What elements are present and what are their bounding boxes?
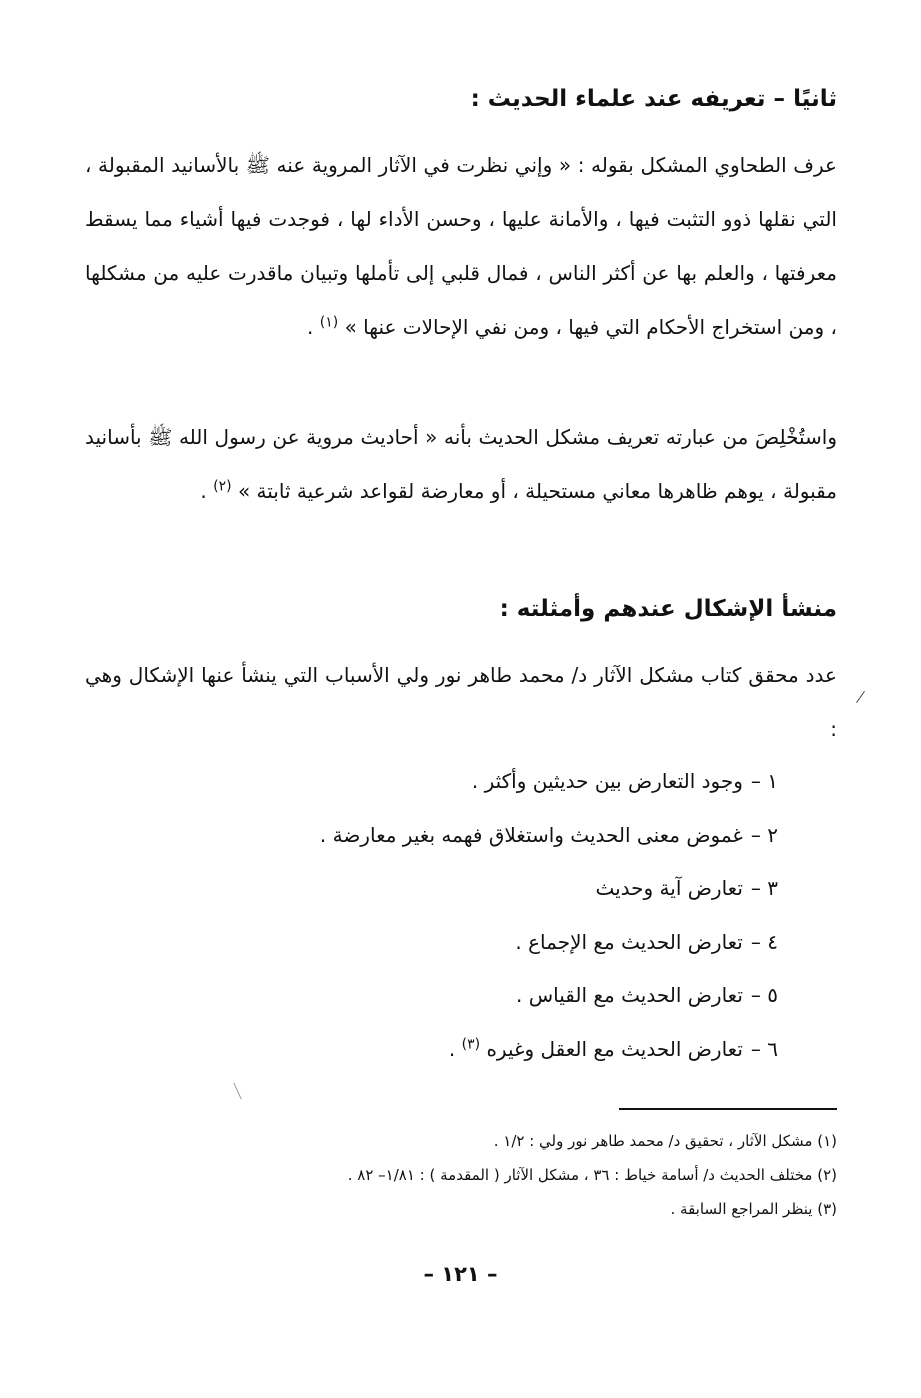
list-item-text: تعارض الحديث مع القياس . [516,983,743,1007]
list-item [178,916,778,970]
causes-list [178,755,778,1076]
list-item-number: ٥ – [750,983,778,1007]
list-item-number: ٢ – [750,822,778,847]
list-item-text: تعارض الحديث مع العقل وغيره [486,1036,743,1061]
scan-speck [233,1083,242,1100]
list-item-number: ١ – [750,769,778,793]
paragraph-text: واستُخْلِصَ من عبارته تعريف مشكل الحديث بأنه « أحاديث مروية عن رسول الله ﷺ بأسانيد مقبولة ، يوهم ظاهرها معاني مستحيلة ، أو معارضة لقواعد شرعية ثابتة » [85,425,837,503]
paragraph-tahawi-definition [85,138,837,354]
footnote-ref-1: (١) [319,314,339,331]
scan-speck [856,691,865,703]
list-item-text: وجود التعارض بين حديثين وأكثر . [471,769,743,793]
paragraph-extracted-definition [85,410,837,518]
list-item [178,862,778,916]
list-item [178,809,778,863]
footnote-3: (٣) ينظر المراجع السابقة . [670,1200,837,1218]
footnote-separator [619,1108,837,1110]
paragraph-end: . [200,479,207,503]
list-item-number: ٦ – [750,1036,778,1061]
footnote-ref-3: (٣) [461,1035,481,1052]
list-item-number: ٣ – [750,876,778,900]
section-heading-origin: منشأ الإشكال عندهم وأمثلته : [499,596,837,622]
paragraph-end: . [307,315,314,339]
footnote-ref-2: (٢) [213,478,232,495]
section-heading-definition: ثانيًا – تعريفه عند علماء الحديث : [470,86,837,112]
list-item [178,969,778,1023]
footnotes [137,1124,837,1226]
paragraph-text: عرف الطحاوي المشكل بقوله : « وإني نظرت في الآثار المروية عنه ﷺ بالأسانيد المقبولة ، التي نقلها ذوو التثبت فيها ، والأمانة عليها ، وحسن الأداء لها ، فوجدت فيها أشياء مما يسقط معرفتها ، والعلم بها عن أكثر الناس ، فمال قلبي إلى تأملها وتبيان ماقدرت عليه من مشكلها ، ومن استخراج الأحكام التي فيها ، ومن نفي الإحالات عنها » [85,153,837,339]
list-item-text: تعارض الحديث مع الإجماع . [515,929,743,954]
list-item-text: غموض معنى الحديث واستغلاق فهمه بغير معارضة . [319,822,743,847]
page-number: – ١٢١ – [423,1262,498,1286]
list-item [178,1023,778,1077]
footnote-2: (٢) مختلف الحديث د/ أسامة خياط : ٣٦ ، مشكل الآثار ( المقدمة ) : ١/٨١– ٨٢ . [347,1166,837,1184]
paragraph-causes-intro: عدد محقق كتاب مشكل الآثار د/ محمد طاهر نور ولي الأسباب التي ينشأ عنها الإشكال وهي : [85,663,837,741]
list-item-text: تعارض آية وحديث [595,876,743,900]
list-item [178,755,778,809]
footnote-1: (١) مشكل الآثار ، تحقيق د/ محمد طاهر نور ولي : ١/٢ . [493,1132,837,1150]
list-item-number: ٤ – [750,929,778,954]
list-item-end: . [448,1036,462,1061]
